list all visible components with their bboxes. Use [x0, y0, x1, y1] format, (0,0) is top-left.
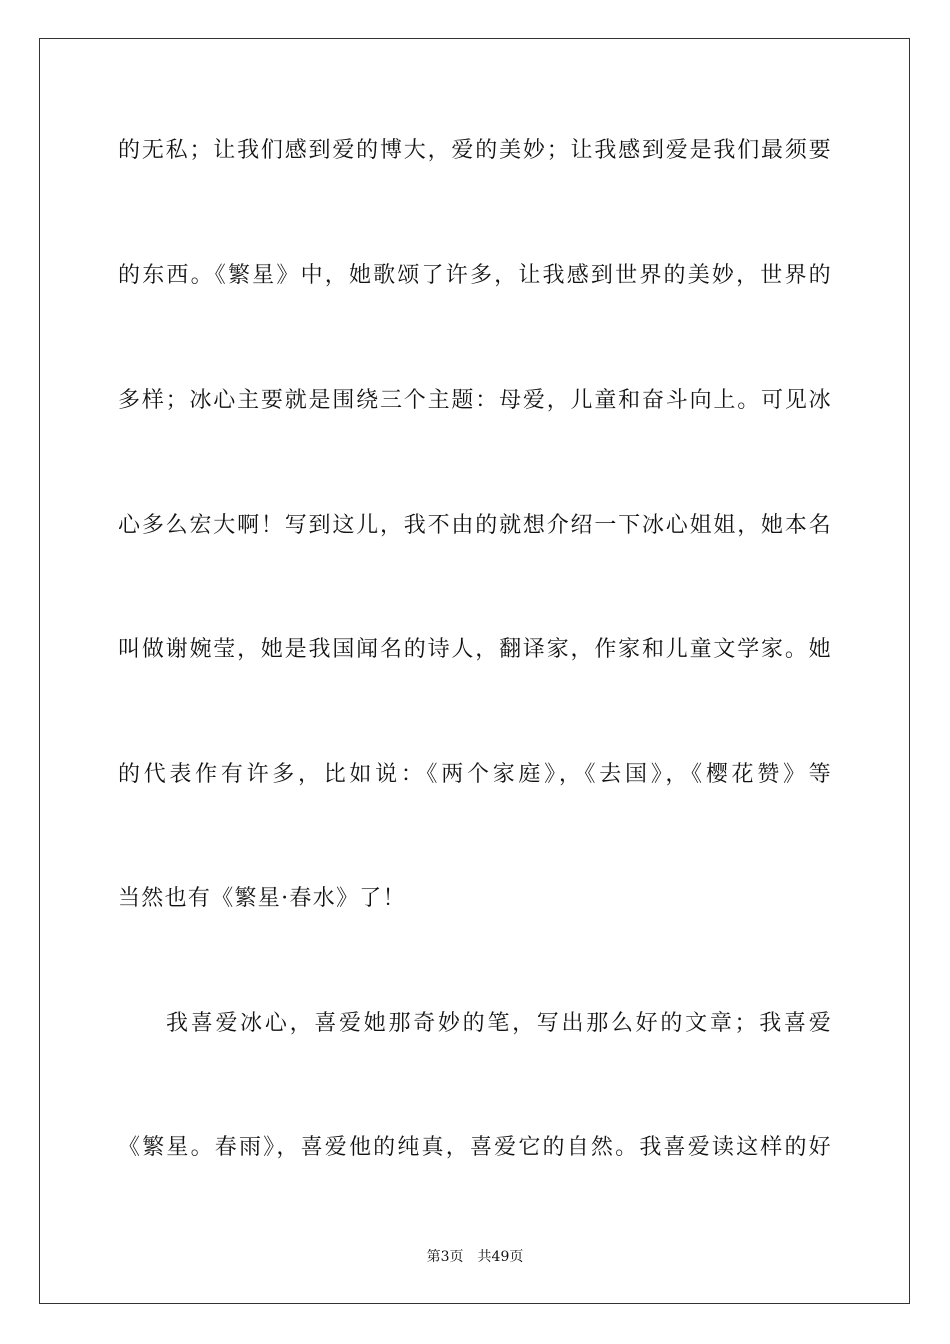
- text-line: 心多么宏大啊！写到这儿，我不由的就想介绍一下冰心姐姐，她本名: [118, 513, 832, 538]
- page-footer: [0, 1248, 950, 1266]
- page-number: 第3页: [426, 1249, 464, 1265]
- text-line: 多样；冰心主要就是围绕三个主题：母爱，儿童和奋斗向上。可见冰: [118, 388, 832, 413]
- text-line: 叫做谢婉莹，她是我国闻名的诗人，翻译家，作家和儿童文学家。她: [118, 637, 832, 662]
- text-line: 的东西。《繁星》中，她歌颂了许多，让我感到世界的美妙，世界的: [118, 263, 832, 288]
- text-line: 的代表作有许多，比如说：《两个家庭》，《去国》，《樱花赞》等: [118, 762, 832, 787]
- total-pages: 共49页: [477, 1249, 524, 1265]
- page-border: [39, 38, 910, 1304]
- text-line: 当然也有《繁星·春水》了！: [118, 886, 406, 911]
- paragraph-first-line: 我喜爱冰心，喜爱她那奇妙的笔，写出那么好的文章；我喜爱: [166, 1011, 832, 1036]
- text-line: 《繁星。春雨》，喜爱他的纯真，喜爱它的自然。我喜爱读这样的好: [118, 1135, 832, 1160]
- text-line: 的无私；让我们感到爱的博大，爱的美妙；让我感到爱是我们最须要: [118, 138, 832, 163]
